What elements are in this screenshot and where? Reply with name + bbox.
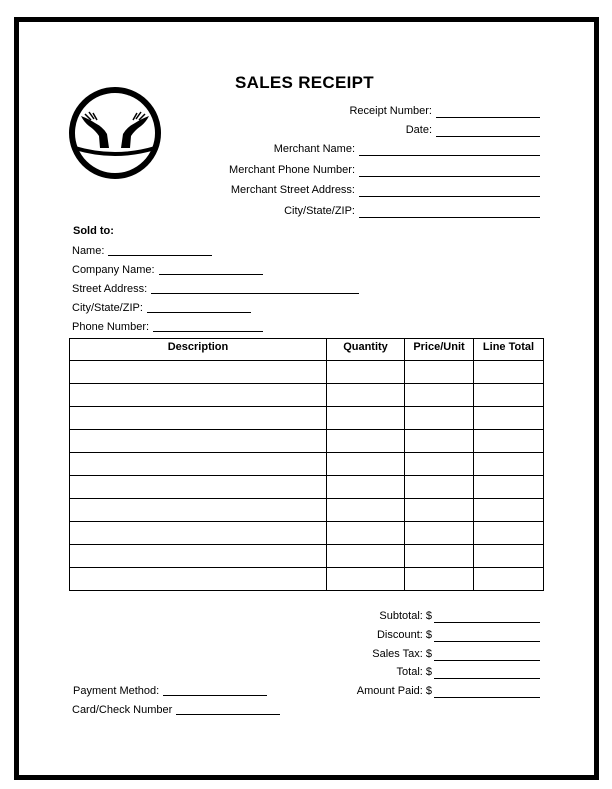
line-total-cell[interactable]	[474, 453, 544, 476]
line-total-cell[interactable]	[474, 499, 544, 522]
sold-to-heading: Sold to:	[73, 225, 114, 237]
line-total-cell[interactable]	[474, 407, 544, 430]
description-cell[interactable]	[70, 384, 327, 407]
table-row	[70, 384, 544, 407]
amount-paid-field[interactable]	[240, 684, 540, 698]
price-unit-cell[interactable]	[405, 384, 474, 407]
field-label: Subtotal: $	[379, 610, 432, 622]
quantity-cell[interactable]	[327, 476, 405, 499]
table-header-row	[70, 339, 544, 361]
price-unit-cell[interactable]	[405, 545, 474, 568]
date-field[interactable]	[180, 123, 540, 137]
merchant-name-field[interactable]	[180, 142, 540, 156]
field-label: Name:	[72, 245, 105, 257]
field-label: Company Name:	[72, 264, 155, 276]
description-cell[interactable]	[70, 361, 327, 384]
line-total-cell[interactable]	[474, 545, 544, 568]
description-cell[interactable]	[70, 499, 327, 522]
line-total-cell[interactable]	[474, 430, 544, 453]
customer-company-field[interactable]	[72, 263, 263, 277]
description-cell[interactable]	[70, 476, 327, 499]
table-row	[70, 430, 544, 453]
table-row	[70, 407, 544, 430]
price-unit-cell[interactable]	[405, 522, 474, 545]
quantity-cell[interactable]	[327, 453, 405, 476]
field-label: Merchant Phone Number:	[229, 164, 355, 176]
customer-name-field[interactable]	[72, 244, 212, 258]
field-label: Receipt Number:	[349, 105, 432, 117]
table-row	[70, 361, 544, 384]
field-label: City/State/ZIP:	[72, 302, 143, 314]
price-unit-cell[interactable]	[405, 430, 474, 453]
column-header-quantity: Quantity	[327, 339, 405, 361]
page-title: SALES RECEIPT	[235, 73, 374, 92]
merchant-address-field[interactable]	[180, 183, 540, 197]
table-row	[70, 568, 544, 591]
line-total-cell[interactable]	[474, 568, 544, 591]
payment-method-field[interactable]	[73, 684, 267, 698]
description-cell[interactable]	[70, 522, 327, 545]
sales-tax-field[interactable]	[240, 647, 540, 661]
description-cell[interactable]	[70, 453, 327, 476]
price-unit-cell[interactable]	[405, 476, 474, 499]
price-unit-cell[interactable]	[405, 568, 474, 591]
merchant-city-field[interactable]	[180, 204, 540, 218]
discount-field[interactable]	[240, 628, 540, 642]
field-label: Phone Number:	[72, 321, 150, 333]
column-header-line-total: Line Total	[474, 339, 544, 361]
field-label: Card/Check Number	[72, 704, 173, 716]
hands-logo-icon	[67, 86, 163, 180]
line-total-cell[interactable]	[474, 476, 544, 499]
table-row	[70, 476, 544, 499]
line-total-cell[interactable]	[474, 522, 544, 545]
field-label: Total: $	[396, 666, 432, 678]
table-row	[70, 522, 544, 545]
field-label: City/State/ZIP:	[284, 205, 355, 217]
table-row	[70, 453, 544, 476]
price-unit-cell[interactable]	[405, 499, 474, 522]
quantity-cell[interactable]	[327, 361, 405, 384]
subtotal-field[interactable]	[240, 609, 540, 623]
description-cell[interactable]	[70, 568, 327, 591]
price-unit-cell[interactable]	[405, 407, 474, 430]
table-row	[70, 499, 544, 522]
field-label: Date:	[405, 124, 432, 136]
line-items-table	[69, 338, 544, 591]
quantity-cell[interactable]	[327, 384, 405, 407]
card-check-number-field[interactable]	[72, 703, 280, 717]
description-cell[interactable]	[70, 407, 327, 430]
customer-address-field[interactable]	[72, 282, 359, 296]
field-label: Discount: $	[376, 629, 432, 641]
column-header-price-unit: Price/Unit	[405, 339, 474, 361]
total-field[interactable]	[240, 665, 540, 679]
description-cell[interactable]	[70, 545, 327, 568]
description-cell[interactable]	[70, 430, 327, 453]
quantity-cell[interactable]	[327, 430, 405, 453]
field-label: Payment Method:	[73, 685, 160, 697]
field-label: Amount Paid: $	[356, 685, 432, 697]
quantity-cell[interactable]	[327, 499, 405, 522]
merchant-phone-field[interactable]	[180, 163, 540, 177]
line-total-cell[interactable]	[474, 361, 544, 384]
field-label: Street Address:	[72, 283, 148, 295]
price-unit-cell[interactable]	[405, 361, 474, 384]
customer-city-field[interactable]	[72, 301, 251, 315]
quantity-cell[interactable]	[327, 568, 405, 591]
table-row	[70, 545, 544, 568]
field-label: Sales Tax: $	[372, 648, 432, 660]
customer-phone-field[interactable]	[72, 320, 263, 334]
quantity-cell[interactable]	[327, 407, 405, 430]
column-header-description: Description	[70, 339, 327, 361]
line-total-cell[interactable]	[474, 384, 544, 407]
receipt-number-field[interactable]	[180, 104, 540, 118]
field-label: Merchant Name:	[273, 143, 355, 155]
price-unit-cell[interactable]	[405, 453, 474, 476]
quantity-cell[interactable]	[327, 522, 405, 545]
field-label: Merchant Street Address:	[230, 184, 355, 196]
quantity-cell[interactable]	[327, 545, 405, 568]
